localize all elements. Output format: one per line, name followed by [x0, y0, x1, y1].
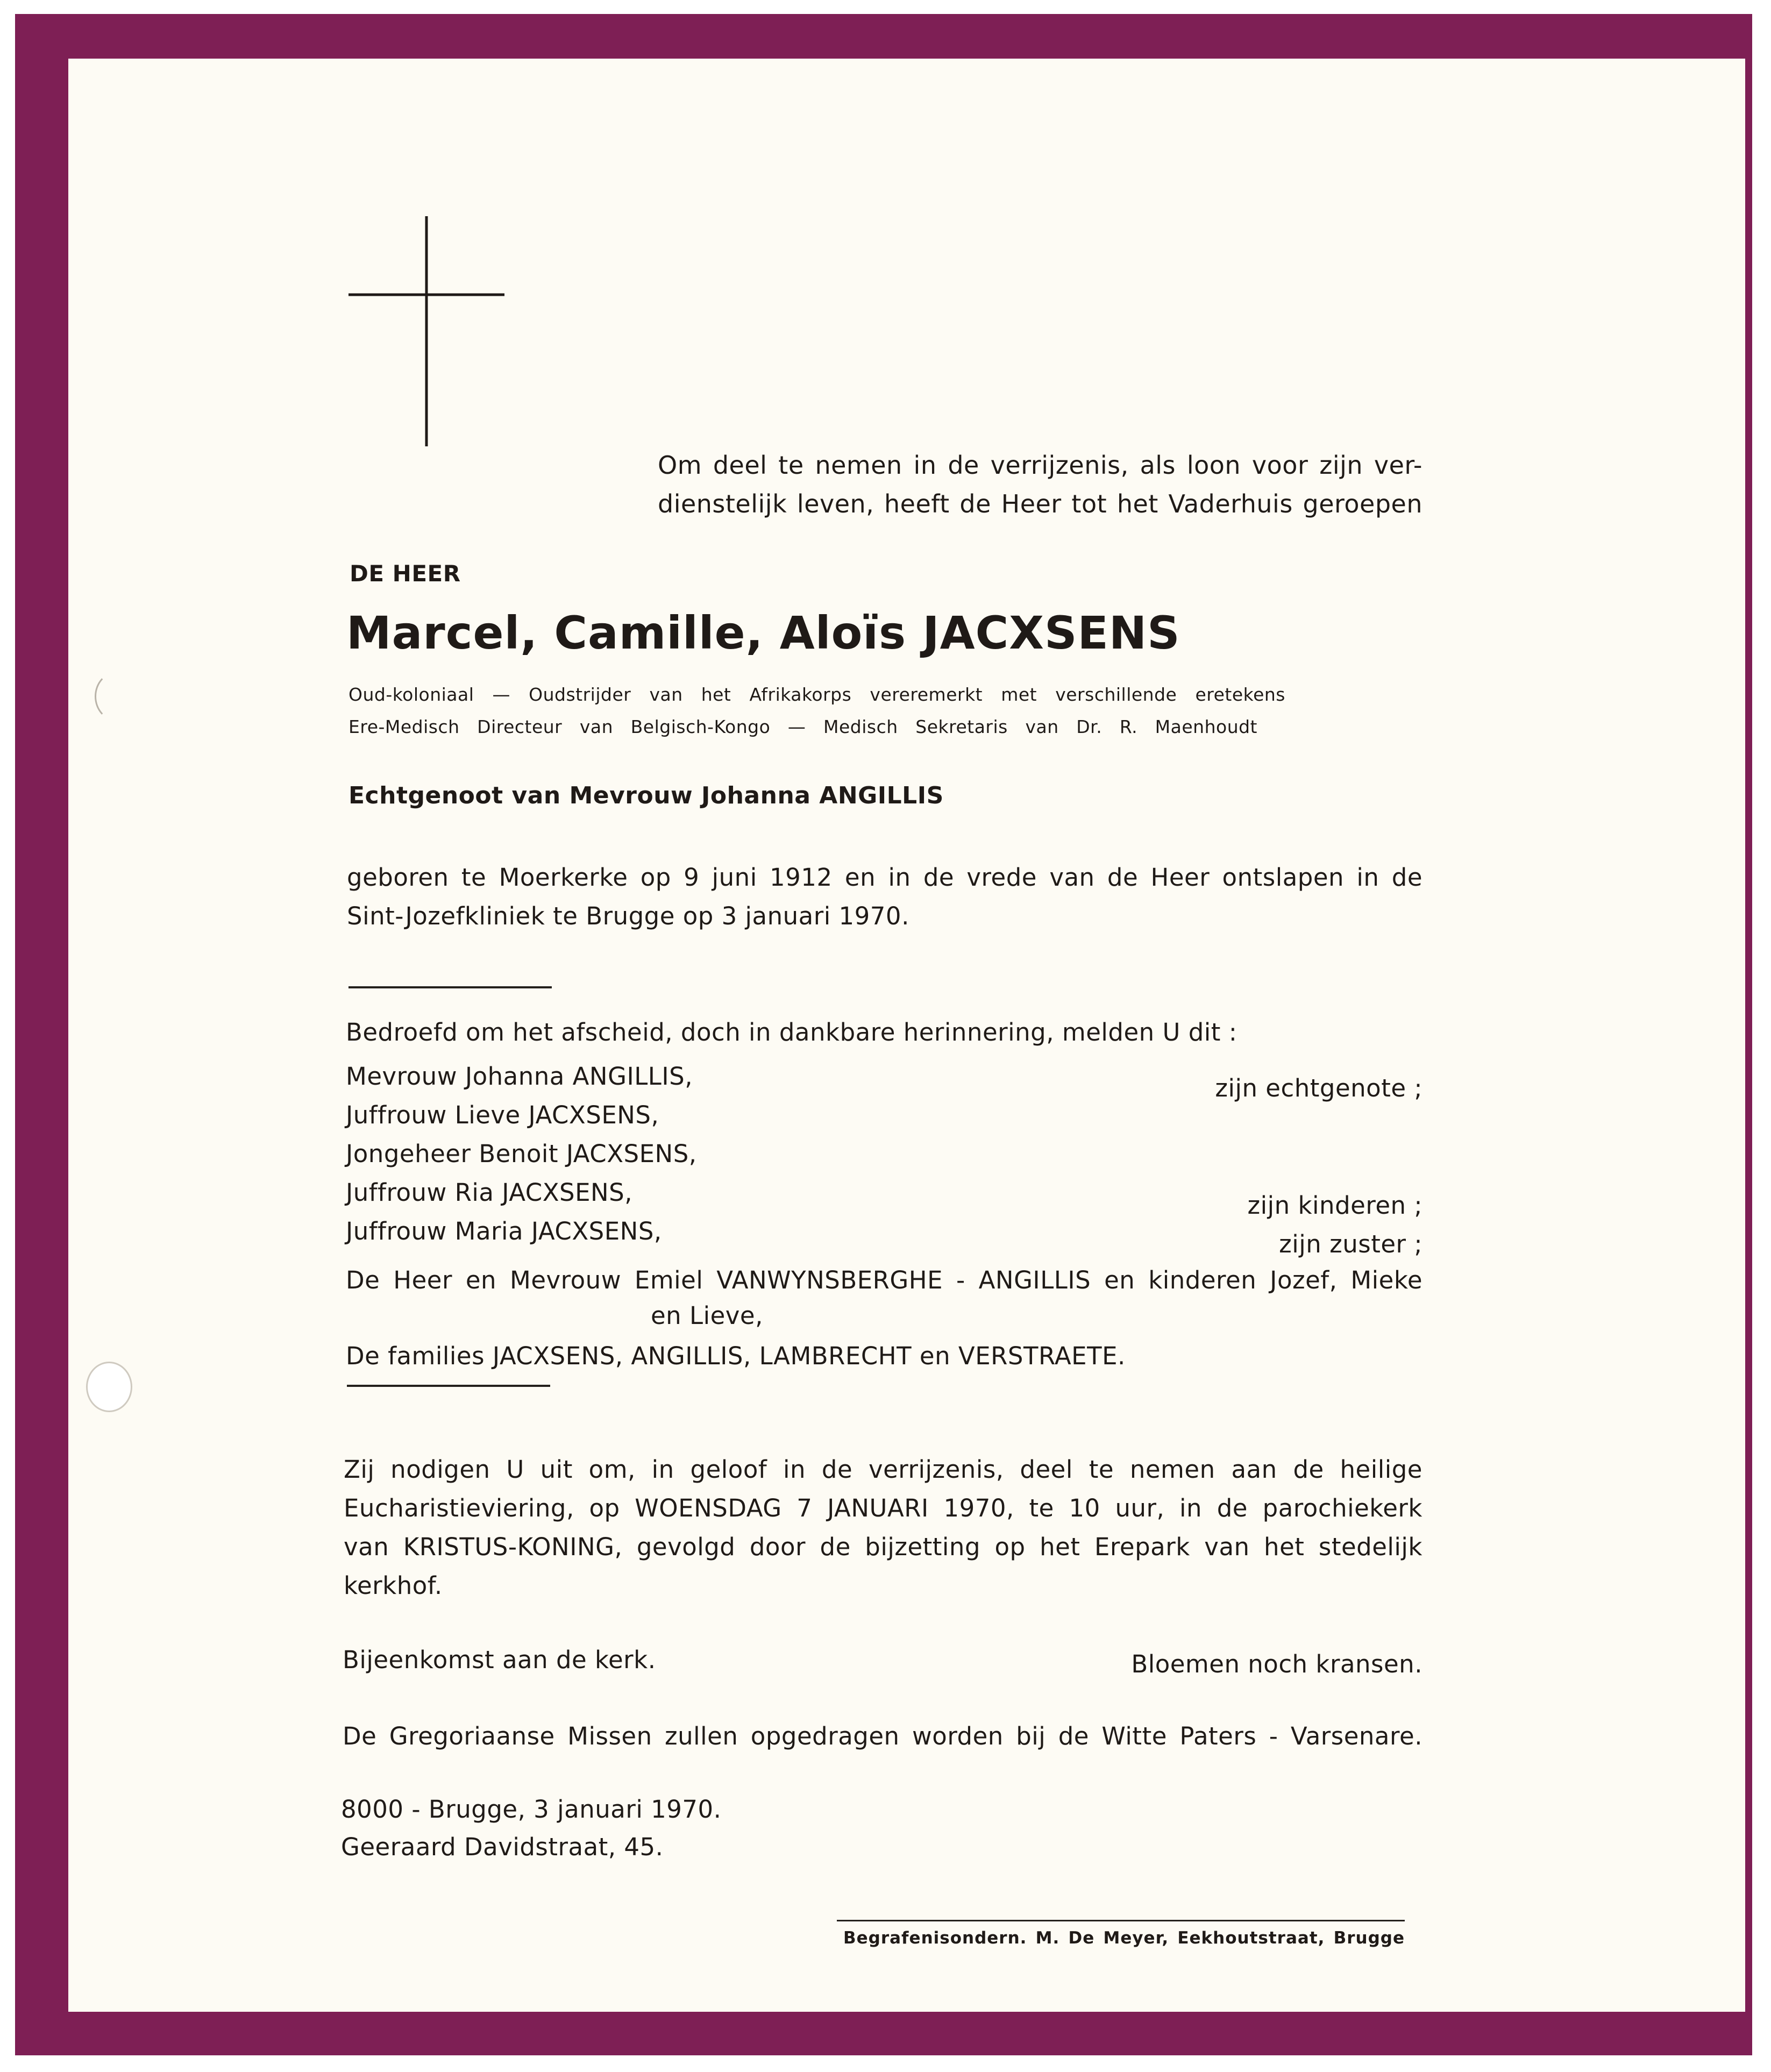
mourner-7: De families JACXSENS, ANGILLIS, LAMBRECHT en VERSTRAETE. — [346, 1342, 1126, 1370]
spouse-line: Echtgenoot van Mevrouw Johanna ANGILLIS — [348, 782, 944, 809]
place-and-date: 8000 - Brugge, 3 januari 1970. — [341, 1795, 722, 1824]
undertaker-credit: Begrafenisondern. M. De Meyer, Eekhoutstraat, Brugge — [843, 1928, 1405, 1948]
deceased-name: Marcel, Camille, Aloïs JACXSENS — [346, 607, 1180, 659]
mourner-6: De Heer en Mevrouw Emiel VANWYNSBERGHE - ANGILLIS en kinderen Jozef, Mieke — [346, 1266, 1423, 1294]
honors-line-1: Oud-koloniaal — Oudstrijder van het Afrikakorps vereremerkt met verschillende eretekens — [348, 684, 1285, 705]
gathering-note: Bijeenkomst aan de kerk. — [343, 1646, 656, 1674]
mourner-6-continued: en Lieve, — [651, 1301, 763, 1330]
honors-line-2: Ere-Medisch Directeur van Belgisch-Kongo — Medisch Sekretaris van Dr. R. Maenhoudt — [348, 716, 1257, 737]
announcement: Bedroefd om het afscheid, doch in dankbare herinnering, melden U dit : — [346, 1018, 1237, 1046]
divider-bottom — [347, 1385, 550, 1387]
mourner-1: Mevrouw Johanna ANGILLIS, — [346, 1062, 693, 1091]
punch-hole-bottom — [86, 1362, 132, 1412]
birth-line-1: geboren te Moerkerke op 9 juni 1912 en in de vrede van de Heer ontslapen in de — [347, 863, 1423, 892]
mourner-1-relation: zijn echtgenote ; — [1215, 1074, 1423, 1102]
invitation-line-3: van KRISTUS-KONING, gevolgd door de bijzetting op het Erepark van het stedelijk — [344, 1533, 1423, 1561]
mourner-5-relation: zijn zuster ; — [1279, 1230, 1423, 1258]
intro-line-2: dienstelijk leven, heeft de Heer tot het Vaderhuis geroepen — [658, 489, 1423, 518]
divider-top — [348, 986, 552, 988]
undertaker-rule — [837, 1920, 1405, 1921]
invitation-line-1: Zij nodigen U uit om, in geloof in de verrijzenis, deel te nemen aan de heilige — [344, 1455, 1423, 1484]
birth-line-2: Sint-Jozefkliniek te Brugge op 3 januari 1970. — [347, 902, 909, 930]
invitation-line-4: kerkhof. — [344, 1571, 443, 1600]
invitation-line-2: Eucharistieviering, op WOENSDAG 7 JANUARI 1970, te 10 uur, in de parochiekerk — [344, 1494, 1423, 1522]
intro-line-1: Om deel te nemen in de verrijzenis, als loon voor zijn ver- — [658, 451, 1423, 480]
cross-icon — [348, 216, 504, 446]
mourner-4: Juffrouw Ria JACXSENS, — [346, 1178, 633, 1207]
address: Geeraard Davidstraat, 45. — [341, 1833, 664, 1861]
flowers-note: Bloemen noch kransen. — [1131, 1650, 1423, 1678]
title-prefix: DE HEER — [350, 560, 461, 587]
punch-hole-top — [95, 671, 141, 722]
gregorian-masses-note: De Gregoriaanse Missen zullen opgedragen worden bij de Witte Paters - Varsenare. — [343, 1722, 1423, 1750]
mourner-4-relation: zijn kinderen ; — [1247, 1191, 1423, 1220]
mourner-5: Juffrouw Maria JACXSENS, — [346, 1217, 662, 1245]
mourner-3: Jongeheer Benoit JACXSENS, — [346, 1140, 697, 1168]
mourner-2: Juffrouw Lieve JACXSENS, — [346, 1101, 659, 1129]
